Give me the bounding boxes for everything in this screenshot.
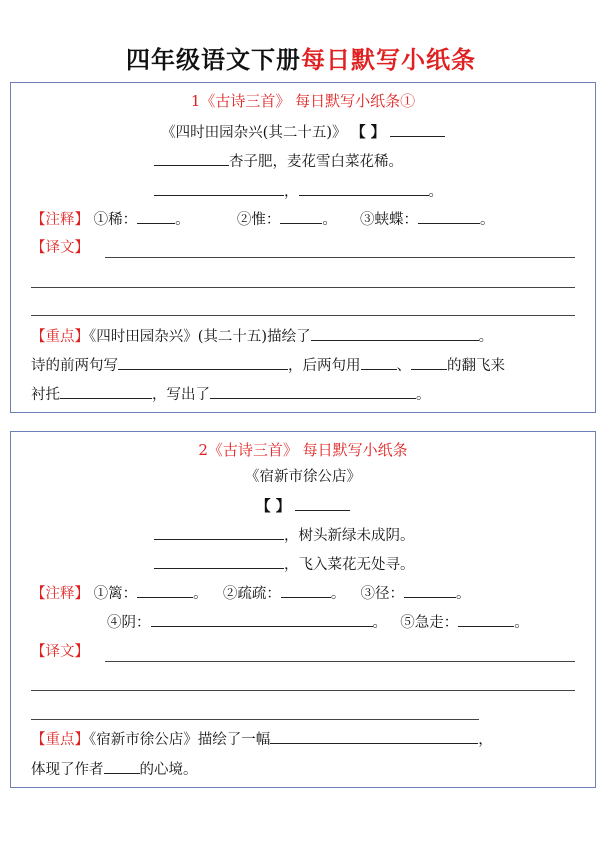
card2-note1-period: 。 (193, 586, 208, 602)
card2-translation-line-1[interactable] (105, 661, 575, 662)
page-title (0, 40, 602, 75)
card2-line1-text: ，树头新绿未成阴。 (284, 528, 415, 544)
card2-note4-period: 。 (372, 615, 387, 631)
card1-key-text-2c: 、 (396, 358, 411, 374)
card2-notes-row-2 (107, 612, 529, 633)
dictation-card-1 (10, 82, 596, 413)
card2-notes-row-1 (31, 583, 471, 604)
card2-note4-blank[interactable] (151, 612, 373, 627)
card2-key-comma: ， (478, 732, 493, 748)
page-title-red: 每日默写小纸条 (301, 45, 476, 74)
card2-note3: ③径： (360, 586, 405, 602)
card1-key-blank-4[interactable] (411, 355, 447, 370)
card1-note3-blank[interactable] (418, 209, 480, 224)
card1-key-label: 【重点】 (31, 329, 89, 345)
card1-key-blank-3[interactable] (361, 355, 397, 370)
card1-line1-text: 杏子肥，麦花雪白菜花稀。 (229, 154, 403, 170)
card2-translation-line-3[interactable] (31, 719, 479, 720)
page-title-black: 四年级语文下册 (126, 45, 301, 74)
card2-notes-label: 【注释】 (31, 586, 89, 602)
card2-author-bracket: 【 】 (256, 498, 291, 515)
card1-translation-line-2[interactable] (31, 287, 575, 288)
card1-note3-period: 。 (480, 212, 495, 228)
card1-key-text-3b: ，写出了 (152, 387, 210, 403)
card2-note4: ④阴： (107, 615, 151, 631)
card2-line2-blank[interactable] (154, 554, 284, 569)
card2-key-label: 【重点】 (31, 732, 89, 748)
card1-key-text-2a: 诗的前两句写 (31, 358, 118, 374)
card2-author-row (11, 496, 595, 517)
card2-note2: ②疏疏： (222, 586, 281, 602)
card2-line1 (154, 525, 415, 546)
card2-line1-blank[interactable] (154, 525, 284, 540)
dictation-card-2 (10, 431, 596, 788)
card2-key-blank-1[interactable] (270, 729, 478, 744)
card1-note2-period: 。 (322, 212, 337, 228)
card2-note2-period: 。 (330, 586, 346, 602)
card1-poem-title: 《四时田园杂兴(其二十五)》 (161, 125, 347, 141)
card1-poem-title-row (11, 122, 595, 143)
card1-note1-period: 。 (175, 212, 190, 228)
card2-translation-label: 【译文】 (31, 644, 89, 660)
card2-note1: ①篱： (93, 586, 138, 602)
card1-line2-comma: ， (284, 184, 299, 200)
card1-author-bracket: 【 】 (351, 124, 386, 141)
card1-line2-blank-b[interactable] (299, 181, 429, 196)
card2-note2-blank[interactable] (281, 583, 331, 598)
card1-line1 (154, 151, 403, 172)
card1-author-blank[interactable] (390, 122, 445, 137)
card1-note2-blank[interactable] (280, 209, 322, 224)
card2-key-text-2a: 体现了作者 (31, 762, 104, 778)
card1-notes-label: 【注释】 (31, 212, 89, 228)
card1-line1-blank[interactable] (154, 151, 229, 166)
card2-note1-blank[interactable] (137, 583, 193, 598)
card1-key-blank-1[interactable] (311, 326, 479, 341)
card2-key-blank-2[interactable] (104, 759, 140, 774)
card1-key-text-3a: 衬托 (31, 387, 60, 403)
card1-line2 (154, 181, 443, 202)
card1-header: 1《古诗三首》 每日默写小纸条① (190, 92, 416, 110)
card2-note5-blank[interactable] (458, 612, 514, 627)
card1-key-blank-5[interactable] (60, 384, 152, 399)
card2-key-text-1: 《宿新市徐公店》描绘了一幅 (89, 732, 271, 748)
card2-line2-text: ，飞入菜花无处寻。 (284, 557, 415, 573)
card1-key-text-2b: ，后两句用 (288, 358, 361, 374)
card1-translation-line-1[interactable] (105, 257, 575, 258)
card2-author-blank[interactable] (295, 496, 350, 511)
card2-line2 (154, 554, 415, 575)
card1-note2: ②惟： (236, 212, 281, 228)
card2-poem-title: 《宿新市徐公店》 (245, 469, 361, 485)
card1-note1: ①稀： (93, 212, 138, 228)
card2-key-row-2 (31, 759, 198, 780)
card1-key-text-2d: 的翻飞来 (447, 358, 505, 374)
card2-header: 2《古诗三首》 每日默写小纸条 (198, 441, 408, 459)
card1-translation-line-3[interactable] (31, 315, 575, 316)
card2-note3-blank[interactable] (404, 583, 456, 598)
card2-translation-line-2[interactable] (31, 690, 575, 691)
card1-line2-blank-a[interactable] (154, 181, 284, 196)
card1-key-blank-2[interactable] (118, 355, 288, 370)
card1-key-blank-6[interactable] (210, 384, 416, 399)
card2-note5: ⑤急走： (400, 615, 459, 631)
card1-key-row-1 (31, 326, 493, 347)
card2-note3-period: 。 (456, 586, 471, 602)
card1-key-period-3: 。 (416, 387, 431, 403)
card1-note3: ③蛱蝶： (360, 212, 419, 228)
card2-key-text-2b: 的心境。 (139, 762, 198, 778)
card1-translation-label: 【译文】 (31, 240, 89, 256)
card1-key-row-2 (31, 355, 505, 376)
card1-note1-blank[interactable] (137, 209, 175, 224)
card2-key-row-1 (31, 729, 493, 750)
card2-note5-period: 。 (514, 615, 529, 631)
card1-key-period-1: 。 (478, 329, 494, 345)
card1-key-text-1: 《四时田园杂兴》(其二十五)描绘了 (89, 329, 311, 345)
card1-key-row-3 (31, 384, 431, 405)
card1-line2-period: 。 (428, 184, 443, 200)
card1-notes-row (31, 209, 495, 230)
